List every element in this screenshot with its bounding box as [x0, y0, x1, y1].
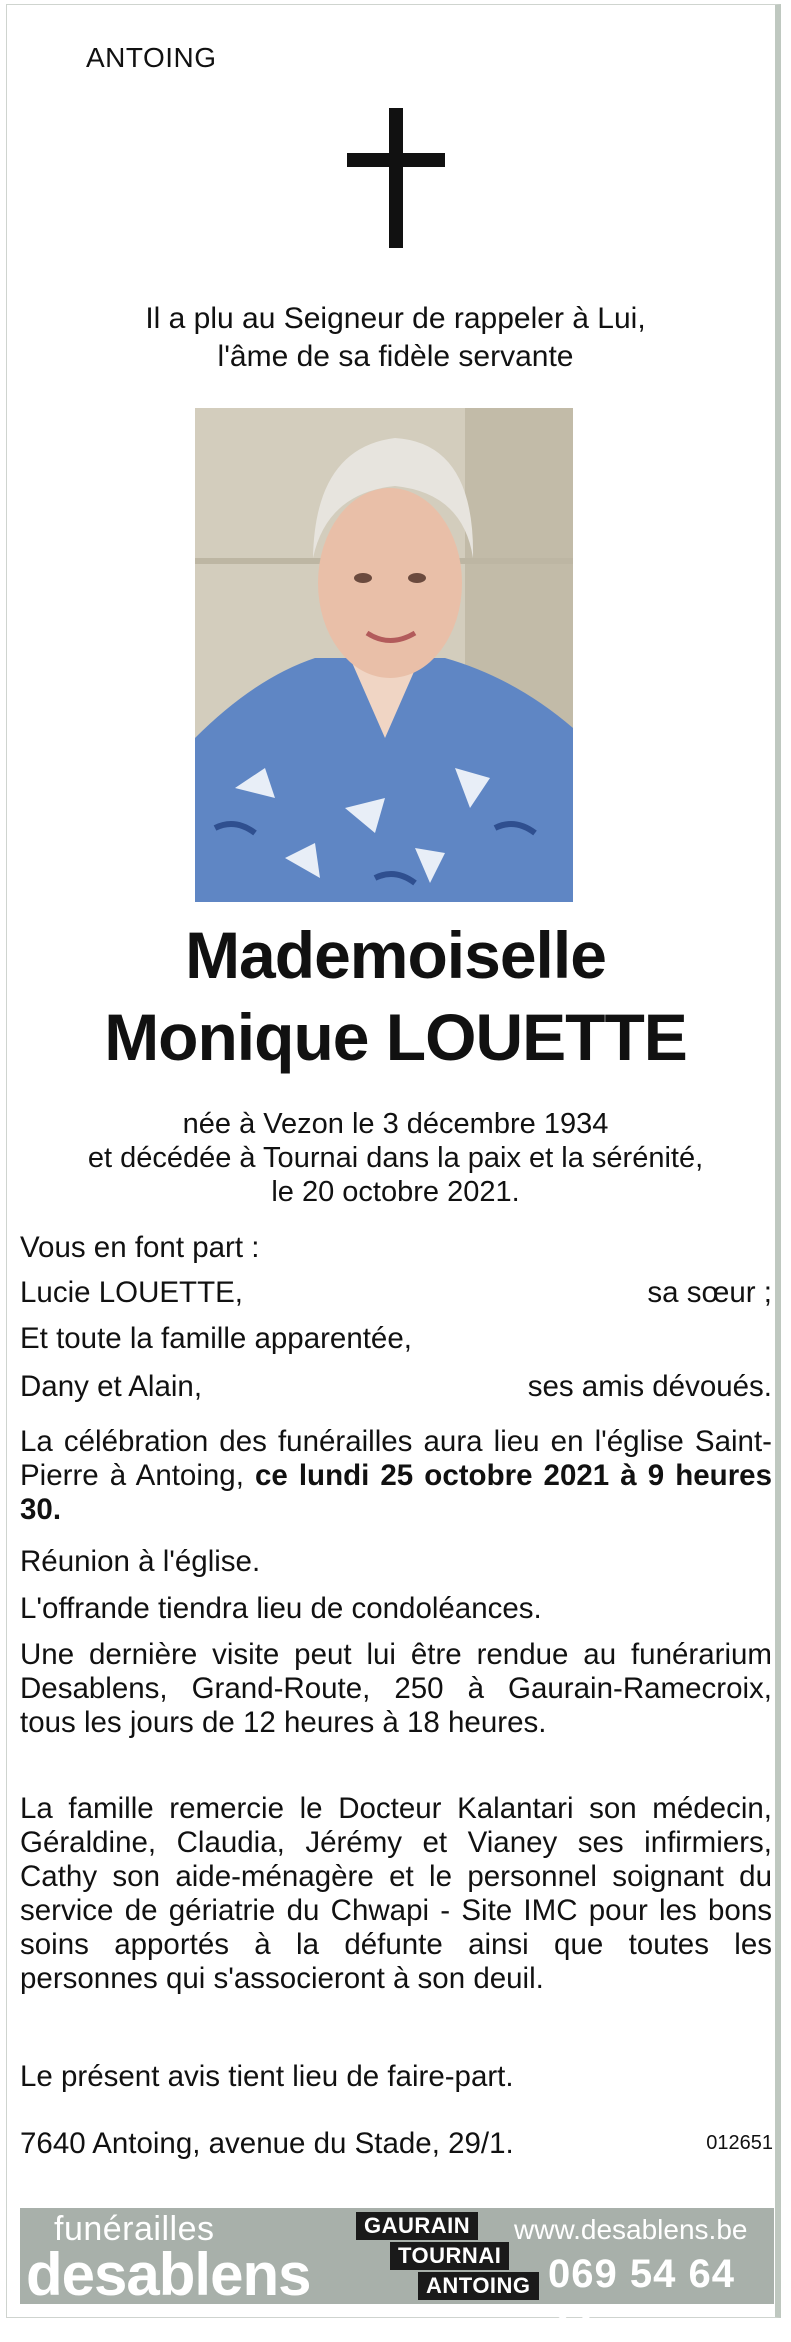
ceremony-datetime: ce lundi 25 octobre 2021 à 9 heures 30. [20, 1459, 772, 1526]
visit-paragraph: Une dernière visite peut lui être rendue au funérarium Desablens, Grand-Route, 250 à Gaurain-Ramecroix, tous les jours de 12 heures à 18 heures. [20, 1638, 772, 1739]
notice-paragraph: Le présent avis tient lieu de faire-part. [20, 2060, 514, 2093]
address-paragraph: 7640 Antoing, avenue du Stade, 29/1. [20, 2127, 514, 2160]
family-member-row [20, 1322, 772, 1356]
family-member-name: Lucie LOUETTE, [20, 1276, 243, 1309]
intro-line-1: Il a plu au Seigneur de rappeler à Lui, [145, 302, 646, 335]
ceremony-text: La célébration des funérailles aura lieu en l'église Saint-Pierre à Antoing, [20, 1425, 772, 1492]
birth-death-dates [0, 1107, 791, 1209]
locality-label: ANTOING [86, 42, 217, 73]
family-member-name: Dany et Alain, [20, 1370, 203, 1403]
meeting-paragraph: Réunion à l'église. [20, 1545, 261, 1578]
city-label: GAURAIN [356, 2212, 478, 2240]
city-label: TOURNAI [390, 2242, 509, 2270]
website-link[interactable]: www.desablens.be [514, 2214, 748, 2245]
offering-paragraph: L'offrande tiendra lieu de condoléances. [20, 1592, 542, 1625]
family-member-relation: ses amis dévoués. [527, 1370, 772, 1403]
family-member-row [20, 1276, 772, 1310]
reference-number: 012651 [706, 2132, 773, 2154]
deceased-title: Mademoiselle [185, 918, 606, 992]
deceased-full-name: Monique LOUETTE [104, 1000, 687, 1074]
phone-number: 069 54 64 22 [548, 2252, 735, 2341]
funeral-home-banner [20, 2208, 774, 2341]
family-member-relation: sa sœur ; [647, 1276, 772, 1309]
portrait-photo [195, 408, 573, 902]
intro-line-2: l'âme de sa fidèle servante [217, 340, 574, 373]
brand-tagline: funérailles [54, 2210, 215, 2248]
birth-line: née à Vezon le 3 décembre 1934 [182, 1108, 609, 1140]
thanks-paragraph: La famille remercie le Docteur Kalantari son médecin, Géraldine, Claudia, Jérémy et Vianey ses infirmiers, Cathy son aide-ménagère et le personnel soignant du service de gériatrie du Chwapi - Site IMC pour les bons soins apportés à la défunte ainsi que toutes les personnes qui s'associeront à son deuil. [20, 1792, 772, 1995]
city-label: ANTOING [418, 2272, 539, 2300]
ceremony-paragraph [20, 1425, 772, 1527]
family-intro: Vous en font part : [20, 1231, 260, 1264]
cross-icon [347, 108, 445, 248]
brand-name: desablens [26, 2241, 311, 2308]
death-line: et décédée à Tournai dans la paix et la sérénité, [87, 1142, 704, 1174]
death-date-line: le 20 octobre 2021. [271, 1176, 520, 1208]
intro-text [0, 300, 791, 376]
deceased-name [0, 914, 791, 1078]
family-member-row [20, 1370, 772, 1404]
family-member-name: Et toute la famille apparentée, [20, 1322, 412, 1355]
